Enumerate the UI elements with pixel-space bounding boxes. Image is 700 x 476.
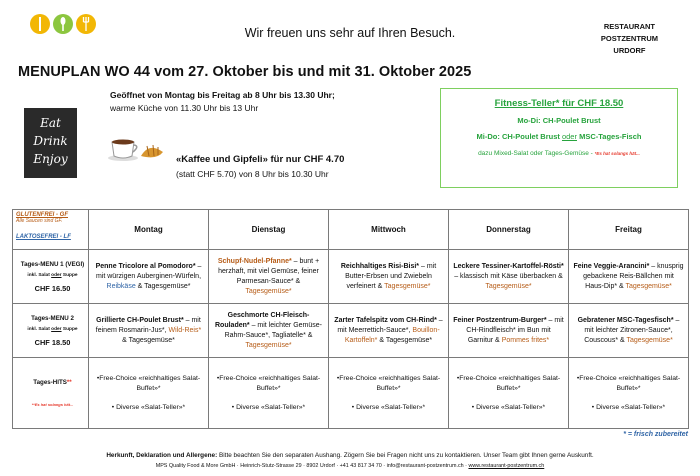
menu1-dish: Leckere Tessiner-Kartoffel-Rösti* – klassisch mit Käse überbacken & Tagesgemüse* xyxy=(449,250,569,304)
menu-table xyxy=(12,209,689,429)
hits-cell: •Free-Choice «reichhaltiges Salat-Buffet»* • Diverse «Salat-Teller»* xyxy=(89,358,209,429)
hits-cell: •Free-Choice «reichhaltiges Salat-Buffet»* • Diverse «Salat-Teller»* xyxy=(209,358,329,429)
welcome-text: Wir freuen uns sehr auf Ihren Besuch. xyxy=(244,26,456,40)
menu2-label: Tages-MENU 2 inkl. Salat oder Suppe CHF 18.50 xyxy=(13,304,89,358)
hits-cell: •Free-Choice «reichhaltiges Salat-Buffet»* • Diverse «Salat-Teller»* xyxy=(449,358,569,429)
hits-row xyxy=(13,358,689,429)
opening-hours: Geöffnet von Montag bis Freitag ab 8 Uhr bis 13.30 Uhr; warme Küche von 11.30 Uhr bis 13 Uhr xyxy=(110,90,335,113)
day-monday: Montag xyxy=(89,210,209,250)
menu2-dish: Feiner Postzentrum-Burger* – mit CH-Rindfleisch* im Bun mit Garnitur & Pommes frites* xyxy=(449,304,569,358)
menu1-dish: Feine Veggie-Arancini* – knusprig gebackene Reis-Bällchen mit Haus-Dip* & Tagesgemüse* xyxy=(569,250,689,304)
fitness-box xyxy=(440,88,678,188)
coffee-offer: «Kaffee und Gipfeli» für nur CHF 4.70 (statt CHF 5.70) von 8 Uhr bis 10.30 Uhr xyxy=(176,154,345,179)
menu1-row xyxy=(13,250,689,304)
day-thursday: Donnerstag xyxy=(449,210,569,250)
footer-allergen-note: Herkunft, Deklaration und Allergene: Bitte beachten Sie den separaten Aushang. Zögern Sie bei Fragen nicht uns zu kontaktieren. Unser Team gibt Ihnen gerne Auskunft. xyxy=(106,452,594,459)
diet-legend: GLUTENFREI - GF Alle Saucen sind GF. LAKTOSEFREI - LF xyxy=(13,210,89,250)
hits-cell: •Free-Choice «reichhaltiges Salat-Buffet»* • Diverse «Salat-Teller»* xyxy=(329,358,449,429)
fitness-line2: Mi-Do: CH-Poulet Brust oder MSC-Tages-Fisch xyxy=(476,132,642,141)
coffee-croissant-icon xyxy=(105,132,167,164)
menu2-row xyxy=(13,304,689,358)
footer-contact: MPS Quality Food & More GmbH · Heinrich-Stutz-Strasse 29 · 8902 Urdorf · +41 43 817 34 70 · info@restaurant-postzentrum.ch · www.restaurant-postzentrum.ch xyxy=(155,463,545,469)
fitness-line1: Mo-Di: CH-Poulet Brust xyxy=(517,116,601,125)
day-tuesday: Dienstag xyxy=(209,210,329,250)
hits-cell: •Free-Choice «reichhaltiges Salat-Buffet»* • Diverse «Salat-Teller»* xyxy=(569,358,689,429)
restaurant-name: RESTAURANT POSTZENTRUM URDORF xyxy=(600,22,658,55)
website-link[interactable]: www.restaurant-postzentrum.ch xyxy=(468,463,545,469)
fitness-desc: dazu Mixed-Salat oder Tages-Gemüse - *Es hat solangs hät... xyxy=(478,150,640,157)
page-title: MENUPLAN WO 44 vom 27. Oktober bis und mit 31. Oktober 2025 xyxy=(18,64,472,80)
menu2-dish: Geschmorte CH-Fleisch-Rouladen* – mit leichter Gemüse-Rahm-Sauce*, Tagliatelle* & Tagesgemüse* xyxy=(209,304,329,358)
eat-drink-enjoy-sign: Eat Drink Enjoy xyxy=(24,108,77,178)
day-friday: Freitag xyxy=(569,210,689,250)
fitness-title: Fitness-Teller* für CHF 18.50 xyxy=(494,98,624,109)
table-header-row xyxy=(13,210,689,250)
menu1-dish: Penne Tricolore al Pomodoro* – mit würzigen Auberginen-Würfeln, Reibkäse & Tagesgemüse* xyxy=(89,250,209,304)
day-wednesday: Mittwoch xyxy=(329,210,449,250)
fresh-note: * = frisch zubereitet xyxy=(623,431,688,438)
menu2-dish: Gebratener MSC-Tagesfisch* – mit leichter Zitronen-Sauce*, Couscous* & Tagesgemüse* xyxy=(569,304,689,358)
menu2-dish: Grillierte CH-Poulet Brust* – mit feinem Rosmarin-Jus*, Wild-Reis* & Tagesgemüse* xyxy=(89,304,209,358)
menu1-dish: Schupf-Nudel-Pfanne* – bunt + herzhaft, mit viel Gemüse, feiner Parmesan-Sauce* & Tagesgemüse* xyxy=(209,250,329,304)
menu2-dish: Zarter Tafelspitz vom CH-Rind* – mit Meerrettich-Sauce*, Bouillon-Kartoffeln* & Tagesgemüse* xyxy=(329,304,449,358)
menu1-label: Tages-MENU 1 (VEGI) inkl. Salat oder Suppe CHF 16.50 xyxy=(13,250,89,304)
hits-label: Tages-HITS** **Es hat solangs hät... xyxy=(13,358,89,429)
menu1-dish: Reichhaltiges Risi-Bisi* – mit Butter-Erbsen und Zwiebeln verfeinert & Tagesgemüse* xyxy=(329,250,449,304)
